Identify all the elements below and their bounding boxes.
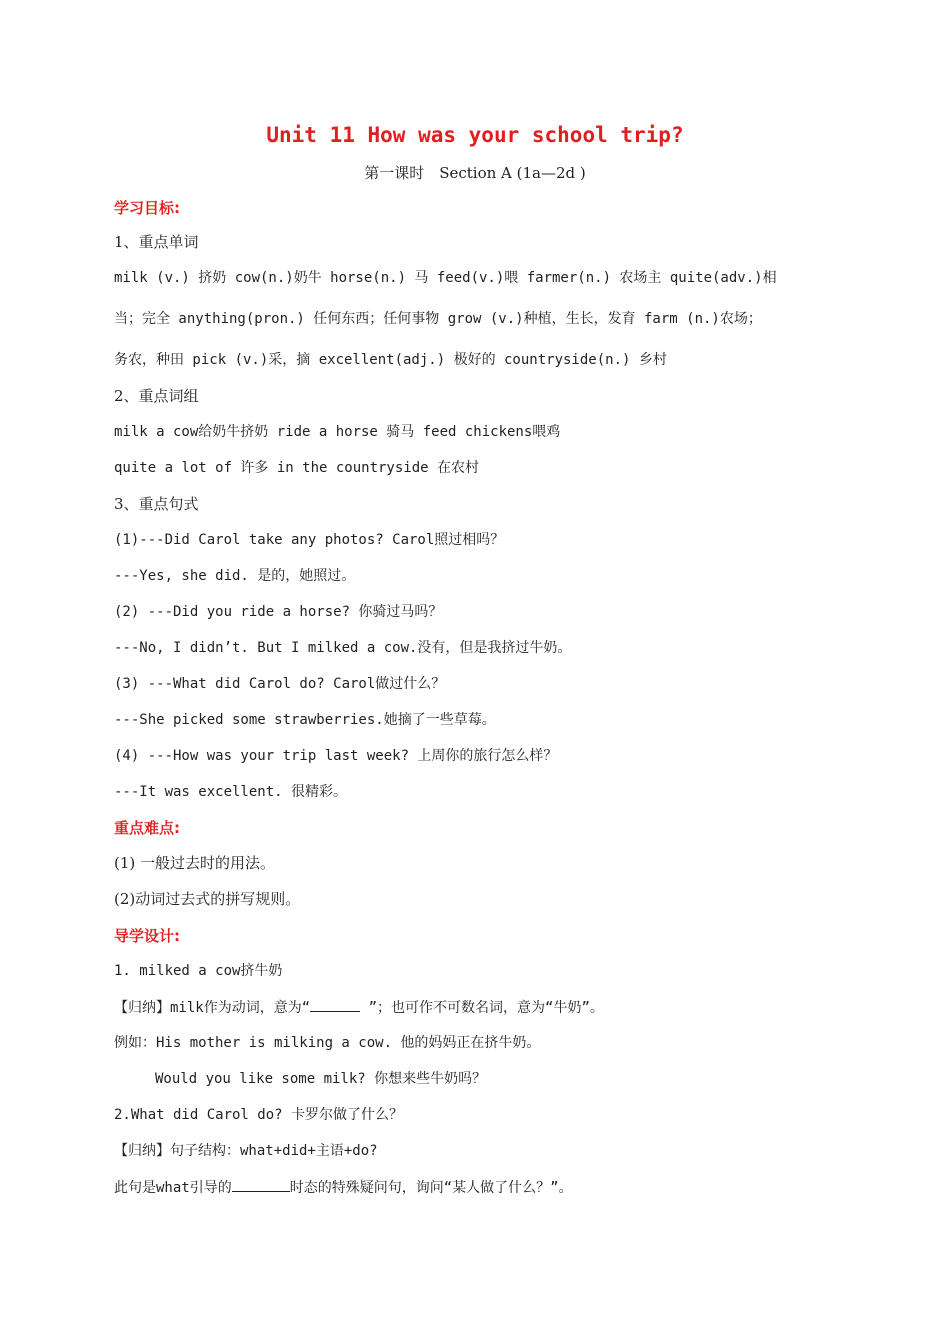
guide-heading: 导学设计:	[114, 927, 180, 945]
guide-2-summary: 【归纳】句子结构：what+did+主语+do?	[114, 1143, 378, 1159]
sentence-4-answer: ---It was excellent. 很精彩。	[114, 784, 348, 800]
guide-2-description	[114, 1177, 573, 1198]
fill-blank-2[interactable]	[232, 1177, 290, 1192]
guide-2-title: 2.What did Carol do? 卡罗尔做了什么？	[114, 1107, 404, 1123]
difficulty-heading: 重点难点:	[114, 819, 180, 837]
guide-2-description-suffix: 时态的特殊疑问句，询问“某人做了什么？”。	[289, 1180, 573, 1196]
sentence-3-answer: ---She picked some strawberries.她摘了一些草莓。	[114, 712, 496, 728]
sentence-3-question: (3) ---What did Carol do? Carol做过什么？	[114, 676, 446, 692]
page-subtitle: 第一课时 Section A (1a—2d )	[364, 164, 586, 182]
guide-1-summary	[114, 997, 604, 1018]
guide-1-title: 1. milked a cow挤牛奶	[114, 963, 283, 979]
key-sentences-heading: 3、重点句式	[114, 495, 199, 513]
guide-1-example-1: 例如：His mother is milking a cow. 他的妈妈正在挤牛奶。	[114, 1035, 541, 1051]
objectives-heading: 学习目标:	[114, 199, 180, 217]
sentence-2-answer: ---No, I didn’t. But I milked a cow.没有，但是我挤过牛奶。	[114, 640, 572, 656]
difficulty-item-2: (2)动词过去式的拼写规则。	[114, 890, 301, 908]
guide-2-description-prefix: 此句是what引导的	[114, 1180, 232, 1196]
vocab-line-3: 务农，种田 pick (v.)采，摘 excellent(adj.) 极好的 countryside(n.) 乡村	[114, 352, 667, 368]
sentence-4-question: (4) ---How was your trip last week? 上周你的旅行怎么样？	[114, 748, 558, 764]
difficulty-item-1: (1) 一般过去时的用法。	[114, 854, 276, 872]
vocab-line-1: milk (v.) 挤奶 cow(n.)奶牛 horse(n.) 马 feed(v.)喂 farmer(n.) 农场主 quite(adv.)相	[114, 270, 777, 286]
key-words-heading: 1、重点单词	[114, 233, 199, 251]
guide-1-summary-suffix: ”；也可作不可数名词，意为“牛奶”。	[360, 1000, 604, 1016]
phrase-line-2: quite a lot of 许多 in the countryside 在农村	[114, 460, 480, 476]
sentence-2-question: (2) ---Did you ride a horse? 你骑过马吗？	[114, 604, 443, 620]
sentence-1-answer: ---Yes, she did. 是的，她照过。	[114, 568, 356, 584]
sentence-1-question: (1)---Did Carol take any photos? Carol照过相吗？	[114, 532, 505, 548]
guide-1-example-2: Would you like some milk? 你想来些牛奶吗？	[155, 1071, 487, 1087]
fill-blank-1[interactable]	[310, 997, 360, 1012]
vocab-line-2: 当；完全 anything(pron.) 任何东西；任何事物 grow (v.)种植，生长，发育 farm (n.)农场；	[114, 311, 762, 327]
phrase-line-1: milk a cow给奶牛挤奶 ride a horse 骑马 feed chickens喂鸡	[114, 424, 561, 440]
guide-1-summary-prefix: 【归纳】milk作为动词，意为“	[114, 1000, 311, 1016]
page-title: Unit 11 How was your school trip?	[266, 123, 684, 147]
key-phrases-heading: 2、重点词组	[114, 387, 199, 405]
